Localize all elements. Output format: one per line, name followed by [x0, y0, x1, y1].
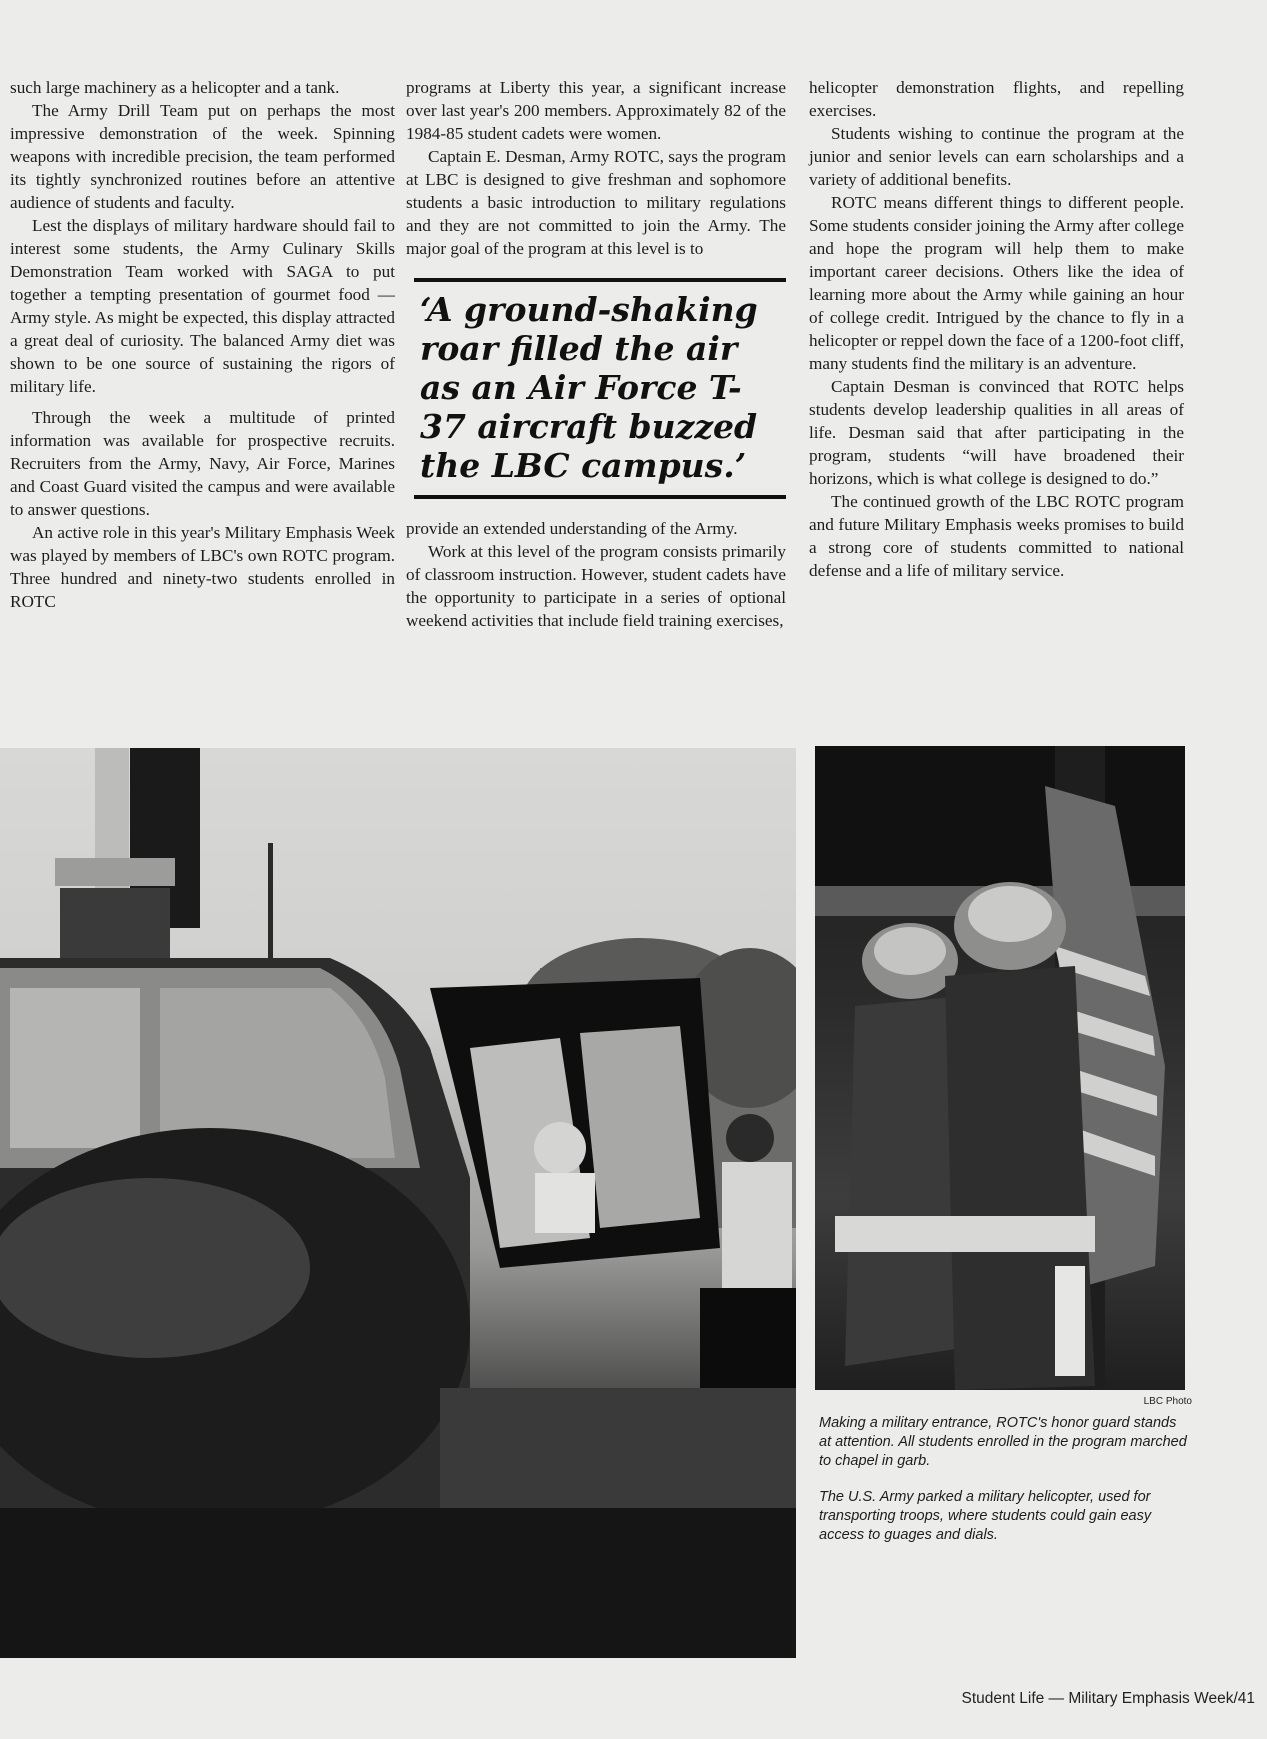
- article-column-1: [10, 76, 395, 613]
- paragraph: ROTC means different things to different people. Some students consider joining the Army after college and hope the program will help them to make important career decisions. Others like the idea of learning more about the Army while gaining an hour of college credit. Intrigued by the chance to fly in a helicopter or reppel down the face of a 1200-foot cliff, many students find the military is an adventure.: [809, 193, 1184, 373]
- paragraph: such large machinery as a helicopter and a tank.: [10, 78, 340, 97]
- paragraph: Captain E. Desman, Army ROTC, says the program at LBC is designed to give freshman and sophomore students a basic introduction to military regulations and they are not committed to join the Army. The major goal of the program at this level is to: [406, 147, 786, 258]
- paragraph: Through the week a multitude of printed information was available for prospective recruits. Recruiters from the Army, Navy, Air Force, Marines and Coast Guard visited the campus and were available to answer questions.: [10, 408, 395, 519]
- paragraph: helicopter demonstration flights, and repelling exercises.: [809, 78, 1184, 120]
- paragraph: Captain Desman is convinced that ROTC helps students develop leadership qualities in all areas of life. Desman said that after participating in the program, students “will have broadened their horizons, which is what college is designed to do.”: [809, 377, 1184, 488]
- paragraph: Work at this level of the program consists primarily of classroom instruction. However, student cadets have the opportunity to participate in a series of optional weekend activities that include field training exercises,: [406, 542, 786, 630]
- page-footer: Student Life — Military Emphasis Week/41: [961, 1690, 1255, 1707]
- paragraph: provide an extended understanding of the Army.: [406, 519, 738, 538]
- caption-honor-guard: Making a military entrance, ROTC's honor guard stands at attention. All students enrolled in the program marched to chapel in garb.: [819, 1415, 1187, 1469]
- article-column-2: [406, 76, 786, 632]
- paragraph: An active role in this year's Military Emphasis Week was played by members of LBC's own ROTC program. Three hundred and ninety-two students enrolled in ROTC: [10, 523, 395, 611]
- paragraph: The continued growth of the LBC ROTC program and future Military Emphasis weeks promises to build a strong core of students committed to national defense and a life of military service.: [809, 492, 1184, 580]
- caption-helicopter: The U.S. Army parked a military helicopter, used for transporting troops, where students could gain easy access to guages and dials.: [819, 1489, 1152, 1543]
- paragraph: programs at Liberty this year, a significant increase over last year's 200 members. Approximately 82 of the 1984-85 student cadets were women.: [406, 78, 786, 143]
- honor-guard-photo: [815, 746, 1185, 1390]
- photo-credit: LBC Photo: [1143, 1396, 1192, 1407]
- paragraph: Students wishing to continue the program at the junior and senior levels can earn scholarships and a variety of additional benefits.: [809, 124, 1184, 189]
- honor-guard-illustration: [815, 746, 1185, 1390]
- article-column-3: [809, 76, 1184, 582]
- pull-quote: ‘A ground-shaking roar filled the air as an Air Force T-37 aircraft buzzed the LBC campus.’: [414, 278, 786, 499]
- paragraph: Lest the displays of military hardware should fail to interest some students, the Army Culinary Skills Demonstration Team worked with SAGA to put together a tempting presentation of gourmet food — Army style. As might be expected, this display attracted a great deal of curiosity. The balanced Army diet was shown to be one source of sustaining the rigors of military life.: [10, 216, 395, 396]
- helicopter-illustration: [0, 748, 796, 1658]
- paragraph: The Army Drill Team put on perhaps the most impressive demonstration of the week. Spinning weapons with incredible precision, the team performed its tightly synchronized routines before an attentive audience of students and faculty.: [10, 101, 395, 212]
- helicopter-photo: [0, 748, 796, 1658]
